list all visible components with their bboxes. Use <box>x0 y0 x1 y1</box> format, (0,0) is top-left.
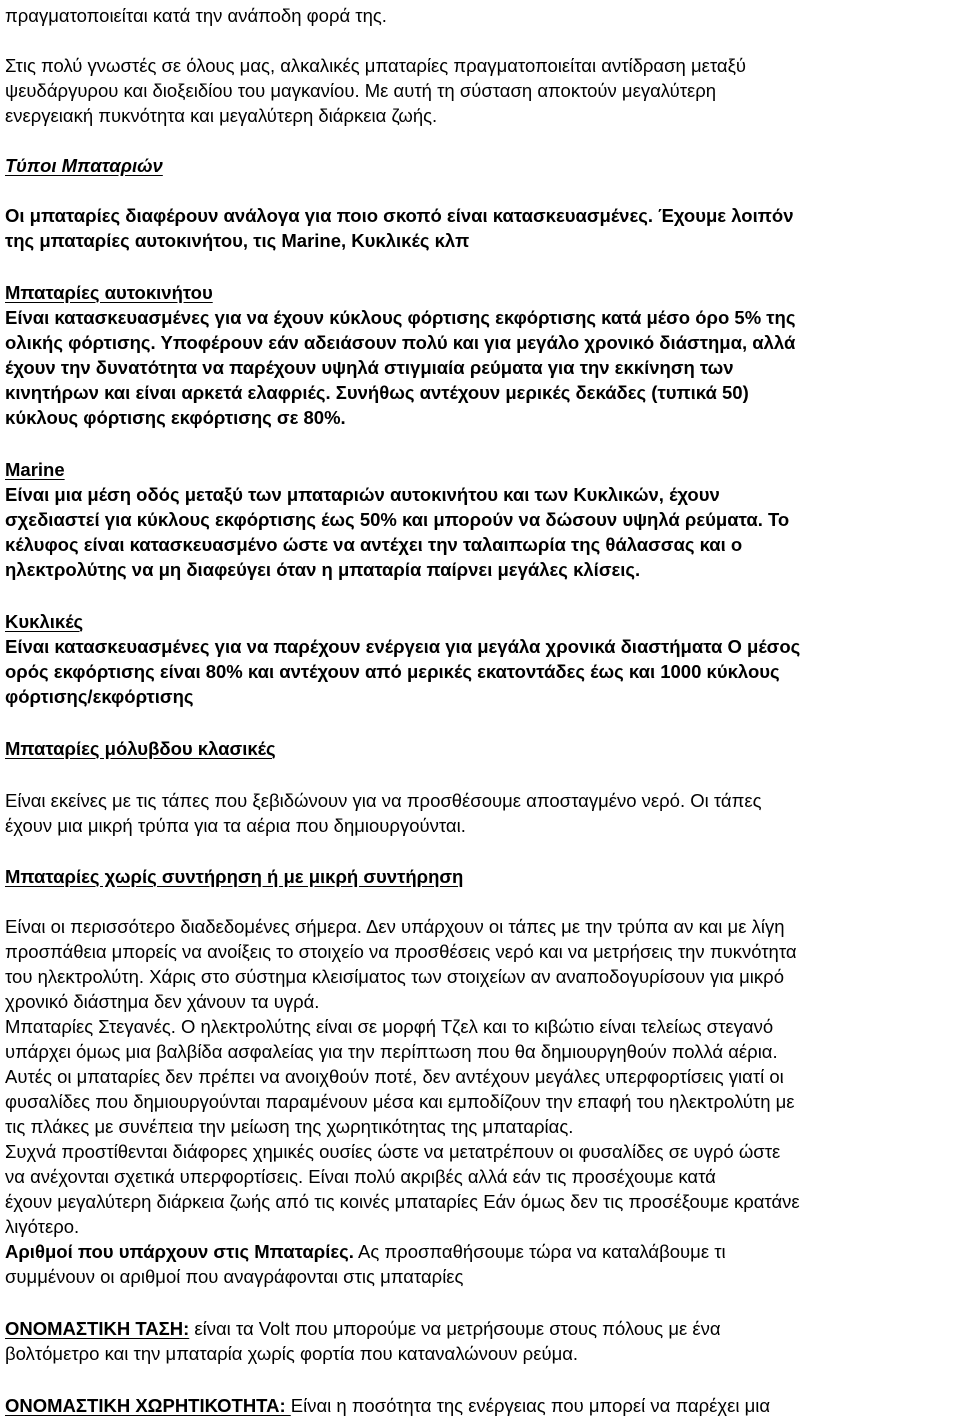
voltage-line <box>5 1316 721 1341</box>
text-line: έχουν μια μικρή τρύπα για τα αέρια που δημιουργούνται. <box>5 815 466 836</box>
text-line: χρονικό διάστημα δεν χάνουν τα υγρά. <box>5 991 320 1012</box>
text-line: ολικής φόρτισης. Υποφέρουν εάν αδειάσουν πολύ και για μεγάλο χρονικό διάστημα, αλλά <box>5 332 796 353</box>
text-line: φυσαλίδες που δημιουργούνται παραμένουν μέσα και εμποδίζουν την επαφή του ηλεκτρολύτη με <box>5 1091 795 1112</box>
text-line: ψευδάργυρου και διοξειδίου του μαγκανίου. Με αυτή τη σύσταση αποκτούν μεγαλύτερη <box>5 80 717 101</box>
section-heading-marine: Marine <box>5 459 65 480</box>
text-line: Μπαταρίες Στεγανές. Ο ηλεκτρολύτης είναι σε μορφή Τζελ και το κιβώτιο είναι τελείως στεγανό <box>5 1016 774 1037</box>
text-line: Είναι οι περισσότερο διαδεδομένες σήμερα. Δεν υπάρχουν οι τάπες με την τρύπα αν και με λίγη <box>5 916 785 937</box>
text-line: Είναι μια μέση οδός μεταξύ των μπαταριών αυτοκινήτου και των Κυκλικών, έχουν <box>5 484 720 505</box>
text-line: κινητήρων και είναι αρκετά ελαφριές. Συνήθως αντέχουν μερικές δεκάδες (τυπικά 50) <box>5 382 749 403</box>
text-line: πραγματοποιείται κατά την ανάποδη φορά της. <box>5 5 387 26</box>
text-line: βολτόμετρο και την μπαταρία χωρίς φορτία που καταναλώνουν ρεύμα. <box>5 1343 579 1364</box>
section-heading-car: Μπαταρίες αυτοκινήτου <box>5 282 213 303</box>
numbers-line <box>5 1239 726 1264</box>
text-line: κύκλους φόρτισης εκφόρτισης σε 80%. <box>5 407 346 428</box>
text-line: ορός εκφόρτισης είναι 80% και αντέχουν από μερικές εκατοντάδες έως και 1000 κύκλους <box>5 661 780 682</box>
capacity-line <box>5 1393 770 1418</box>
text-line: έχουν μεγαλύτερη διάρκεια ζωής από τις κοινές μπαταρίες Εάν όμως δεν τις προσέξουμε κρατάνε <box>5 1191 800 1212</box>
text-line: ενεργειακή πυκνότητα και μεγαλύτερη διάρκεια ζωής. <box>5 105 438 126</box>
text-line: έχουν την δυνατότητα να παρέχουν υψηλά στιγμιαία ρεύματα για την εκκίνηση των <box>5 357 734 378</box>
text-line: της μπαταρίες αυτοκινήτου, τις Marine, Κυκλικές κλπ <box>5 230 470 251</box>
section-heading-maintenance: Μπαταρίες χωρίς συντήρηση ή με μικρή συντήρηση <box>5 866 464 887</box>
voltage-text: είναι τα Volt που μπορούμε να μετρήσουμε στους πόλους με ένα <box>189 1318 721 1339</box>
text-line: Είναι εκείνες με τις τάπες που ξεβιδώνουν για να προσθέσουμε αποσταγμένο νερό. Οι τάπες <box>5 790 762 811</box>
text-line: υπάρχει όμως μια βαλβίδα ασφαλείας για την περίπτωση που θα δημιουργηθούν πολλά αέρια. <box>5 1041 778 1062</box>
voltage-label: ΟΝΟΜΑΣΤΙΚΗ ΤΑΣΗ: <box>5 1318 190 1339</box>
text-line: σχεδιαστεί για κύκλους εκφόρτισης έως 50% και μπορούν να δώσουν υψηλά ρεύματα. Το <box>5 509 790 530</box>
text-line: προσπάθεια μπορείς να ανοίξεις το στοιχείο να προσθέσεις νερό και να μετρήσεις την πυκνότητα <box>5 941 797 962</box>
section-heading-types: Τύποι Μπαταριών <box>5 155 163 176</box>
text-line: Οι μπαταρίες διαφέρουν ανάλογα για ποιο σκοπό είναι κατασκευασμένες. Έχουμε λοιπόν <box>5 205 794 226</box>
capacity-label: ΟΝΟΜΑΣΤΙΚΗ ΧΩΡΗΤΙΚΟΤΗΤΑ: <box>5 1395 291 1416</box>
text-line: φόρτισης/εκφόρτισης <box>5 686 194 707</box>
capacity-text: Είναι η ποσότητα της ενέργειας που μπορεί να παρέχει μια <box>290 1395 771 1416</box>
text-line: τις πλάκες με συνέπεια την μείωση της χωρητικότητας της μπαταρίας. <box>5 1116 574 1137</box>
section-heading-cyclic: Κυκλικές <box>5 611 84 632</box>
text-line: Είναι κατασκευασμένες για να έχουν κύκλους φόρτισης εκφόρτισης κατά μέσο όρο 5% της <box>5 307 796 328</box>
text-line: Στις πολύ γνωστές σε όλους μας, αλκαλικές μπαταρίες πραγματοποιείται αντίδραση μεταξύ <box>5 55 747 76</box>
text-line: Αυτές οι μπαταρίες δεν πρέπει να ανοιχθούν ποτέ, δεν αντέχουν μεγάλες υπερφορτίσεις γιατί οι <box>5 1066 784 1087</box>
text-line: κέλυφος είναι κατασκευασμένο ώστε να αντέχει την ταλαιπωρία της θάλασσας και ο <box>5 534 743 555</box>
text-line: του ηλεκτρολύτη. Χάρις στο σύστημα κλεισίματος των στοιχείων αν αναποδογυρίσουν για μικρό <box>5 966 784 987</box>
numbers-heading: Αριθμοί που υπάρχουν στις Μπαταρίες. <box>5 1241 354 1262</box>
text-line: λιγότερο. <box>5 1216 80 1237</box>
text-line: να ανέχονται σχετικά υπερφορτίσεις. Είναι πολύ ακριβές αλλά εάν τις προσέχουμε κατά <box>5 1166 716 1187</box>
text-line: συμμένουν οι αριθμοί που αναγράφονται στις μπαταρίες <box>5 1266 464 1287</box>
text-line: ηλεκτρολύτης να μη διαφεύγει όταν η μπαταρία παίρνει μεγάλες κλίσεις. <box>5 559 641 580</box>
text-line: Συχνά προστίθενται διάφορες χημικές ουσίες ώστε να μετατρέπουν οι φυσαλίδες σε υγρό ώστε <box>5 1141 781 1162</box>
text-line: Είναι κατασκευασμένες για να παρέχουν ενέργεια για μεγάλα χρονικά διαστήματα Ο μέσος <box>5 636 801 657</box>
section-heading-lead: Μπαταρίες μόλυβδου κλασικές <box>5 738 276 759</box>
numbers-intro: Ας προσπαθήσουμε τώρα να καταλάβουμε τι <box>353 1241 726 1262</box>
